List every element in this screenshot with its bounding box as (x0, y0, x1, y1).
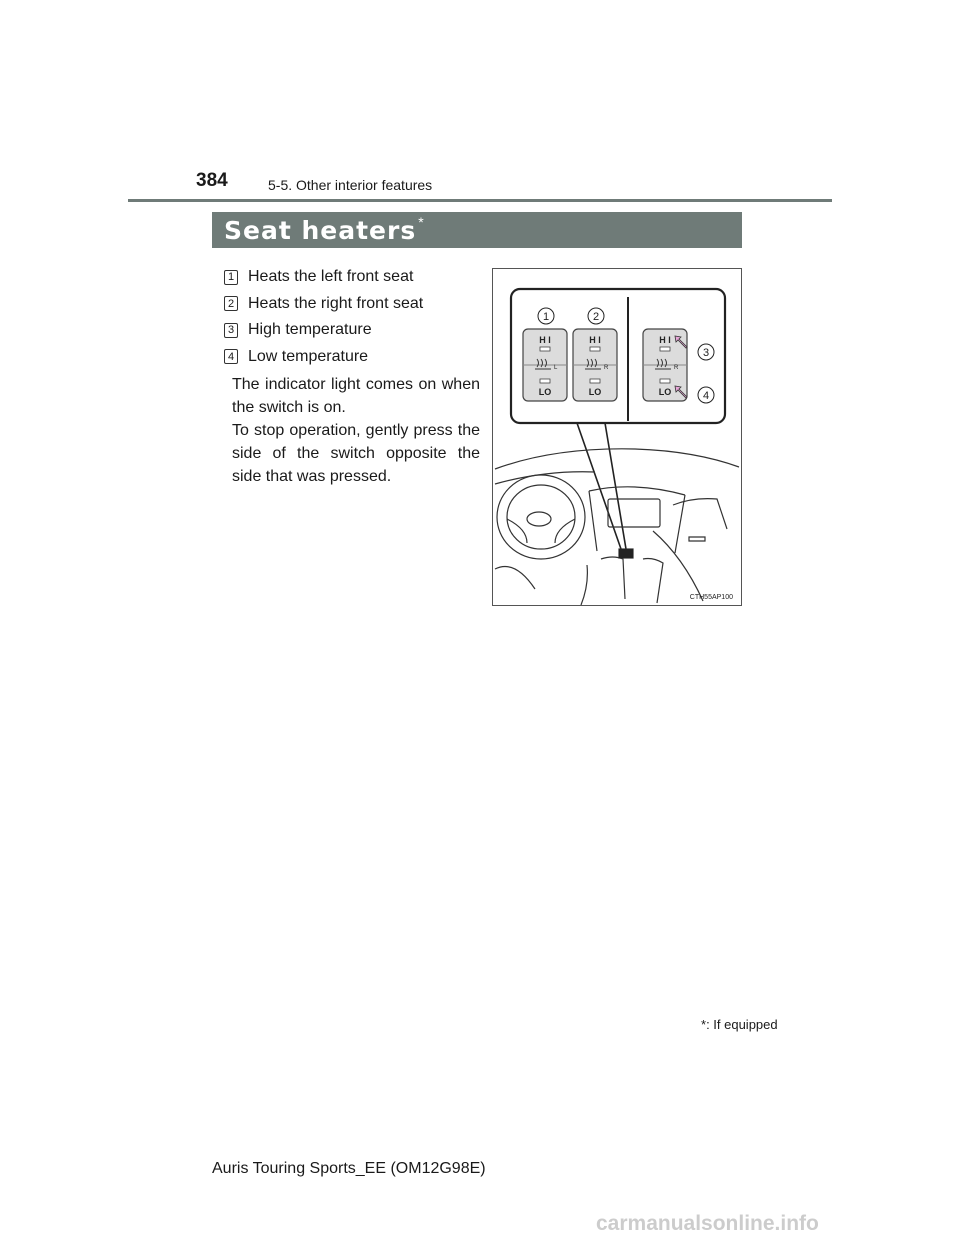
indicator-light (590, 347, 600, 351)
dashboard-top-line (495, 449, 739, 469)
left-seat-switch (523, 329, 567, 401)
page-number: 384 (196, 170, 228, 191)
indicator-light (660, 379, 670, 383)
legend-label: Heats the left front seat (248, 268, 414, 286)
header-divider (128, 199, 832, 202)
right-side-label: R (604, 365, 609, 371)
figure-code: CTH55AP100 (689, 594, 733, 601)
legend-label: Heats the right front seat (248, 294, 424, 312)
pointer-line (577, 423, 621, 549)
left-lo-label: LO (538, 387, 552, 397)
stop-operation-paragraph: To stop operation, gently press the side of the switch opposite the side that was pressed. (232, 422, 480, 485)
legend-item (224, 291, 480, 318)
section-title-bar (212, 212, 742, 248)
indicator-light (590, 379, 600, 383)
legend-label: High temperature (248, 321, 372, 339)
seat-heater-switches-location (619, 549, 633, 558)
center-display (608, 499, 660, 527)
dashboard-drawing (495, 449, 739, 605)
right-hi-label: H I (589, 335, 601, 345)
legend-label: Low temperature (248, 347, 369, 365)
legend-number: 3 (224, 323, 238, 338)
right-seat-switch (573, 329, 617, 401)
legend-number: 4 (224, 349, 238, 364)
svg-text:2: 2 (592, 311, 600, 323)
legend-item (224, 344, 480, 371)
right-lo-label: LO (588, 387, 602, 397)
legend-number: 2 (224, 296, 238, 311)
left-side-label: L (554, 365, 558, 371)
svg-text:1: 1 (542, 311, 550, 323)
svg-text:3: 3 (702, 347, 710, 359)
indicator-light (540, 347, 550, 351)
callout-1 (538, 308, 554, 324)
steering-hub (527, 512, 551, 526)
title-asterisk: * (418, 214, 424, 230)
legend-list (224, 264, 480, 370)
indicator-light (540, 379, 550, 383)
callout-2 (588, 308, 604, 324)
svg-text:4: 4 (702, 390, 710, 402)
watermark: carmanualsonline.info (596, 1212, 819, 1235)
footnote-text: : If equipped (706, 1017, 778, 1032)
seat-heater-illustration (492, 268, 742, 606)
detail-switch (643, 329, 687, 401)
footnote (701, 1017, 778, 1032)
indicator-light (660, 347, 670, 351)
document-code: Auris Touring Sports_EE (OM12G98E) (212, 1160, 486, 1177)
indicator-paragraph: The indicator light comes on when the switch is on. (232, 376, 480, 416)
detail-hi-label: H I (659, 335, 671, 345)
callout-3 (698, 344, 714, 360)
pointer-line (605, 423, 626, 549)
center-vent (589, 487, 685, 495)
legend-item (224, 264, 480, 291)
legend-item (224, 317, 480, 344)
page-title: Seat heaters (224, 215, 417, 245)
detail-side-label: R (674, 365, 679, 371)
section-label: 5-5. Other interior features (268, 177, 433, 193)
detail-lo-label: LO (658, 387, 672, 397)
footnote-asterisk: * (701, 1017, 707, 1032)
callout-4 (698, 387, 714, 403)
legend-number: 1 (224, 270, 238, 285)
steering-wheel (497, 475, 585, 559)
left-hi-label: H I (539, 335, 551, 345)
illustration-svg (493, 269, 741, 605)
